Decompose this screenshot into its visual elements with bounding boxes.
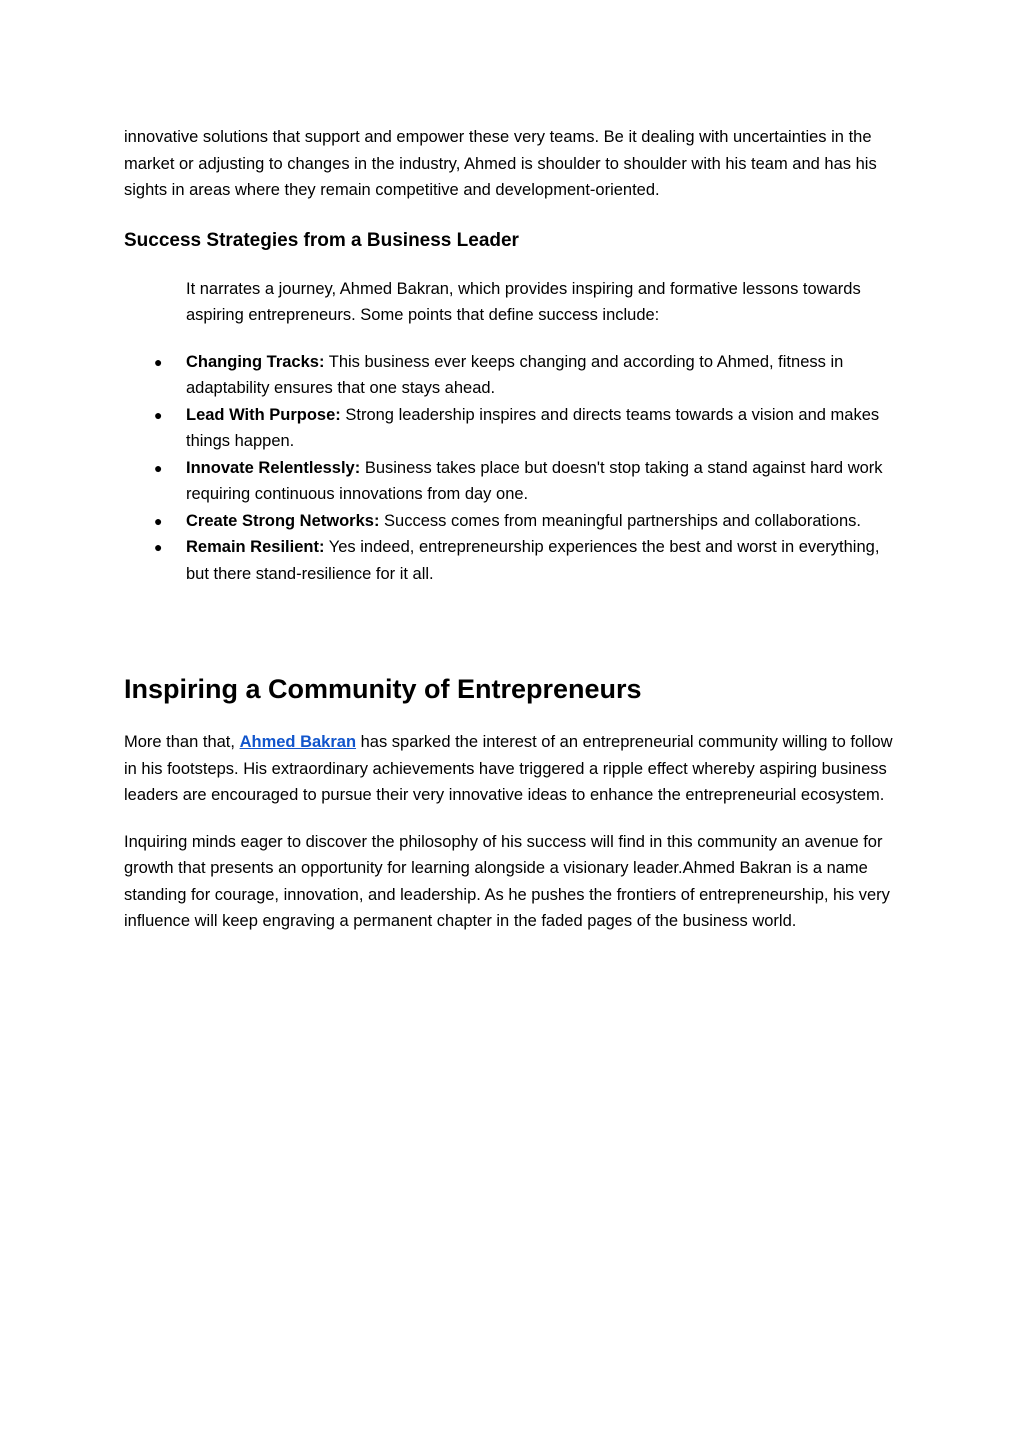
success-intro-paragraph: It narrates a journey, Ahmed Bakran, which provides inspiring and formative lessons towards aspiring entrepreneurs. Some points that define success include: (186, 279, 861, 324)
list-item-term: Remain Resilient: (186, 538, 325, 556)
list-item (124, 402, 900, 455)
bullet-icon: ● (154, 512, 163, 529)
bullet-icon: ● (154, 539, 163, 555)
list-item-term: Innovate Relentlessly: (186, 458, 361, 477)
community-p1-lead: More than that, (124, 733, 240, 751)
list-item-term: Changing Tracks: (186, 352, 325, 371)
list-item (124, 534, 900, 587)
community-paragraph-1 (124, 729, 900, 809)
document-page (124, 124, 900, 935)
bullet-icon: ● (154, 406, 163, 423)
bullet-icon: ● (154, 353, 163, 370)
list-item (124, 349, 900, 402)
list-item (124, 508, 900, 535)
community-heading: Inspiring a Community of Entrepreneurs (124, 674, 642, 704)
list-item-term: Create Strong Networks: (186, 511, 380, 530)
list-item-text: Business takes place but doesn't stop taking a stand against hard work requiring continuous innovations from day one. (186, 458, 883, 503)
success-points-list (124, 349, 900, 588)
list-item (124, 455, 900, 508)
success-strategies-heading: Success Strategies from a Business Leader (124, 229, 519, 251)
intro-paragraph: innovative solutions that support and empower these very teams. Be it dealing with uncertainties in the market or adjusting to changes in the industry, Ahmed is shoulder to shoulder with his team and has his sights in areas where they remain competitive and development-oriented. (124, 128, 877, 199)
list-item-text: Success comes from meaningful partnerships and collaborations. (379, 511, 861, 530)
ahmed-bakran-link[interactable]: Ahmed Bakran (239, 733, 357, 751)
community-p1-rest: has sparked the interest of an entrepreneurial community willing to follow in his footsteps. His extraordinary achievements have triggered a ripple effect whereby aspiring business leaders are encouraged to pursue their very innovative ideas to enhance the entrepreneurial ecosystem. (124, 733, 893, 804)
community-paragraph-2: Inquiring minds eager to discover the philosophy of his success will find in this community an avenue for growth that presents an opportunity for learning alongside a visionary leader.Ahmed Bakran is a name standing for courage, innovation, and leadership. As he pushes the frontiers of entrepreneurship, his very influence will keep engraving a permanent chapter in the faded pages of the business world. (124, 832, 890, 930)
list-item-text: Strong leadership inspires and directs teams towards a vision and makes things happen. (186, 405, 880, 450)
list-item-term: Lead With Purpose: (186, 405, 341, 424)
bullet-icon: ● (154, 459, 163, 476)
list-item-text: This business ever keeps changing and according to Ahmed, fitness in adaptability ensures that one stays ahead. (186, 352, 844, 397)
list-item-text: Yes indeed, entrepreneurship experiences the best and worst in everything, but there stand-resilience for it all. (186, 538, 880, 583)
